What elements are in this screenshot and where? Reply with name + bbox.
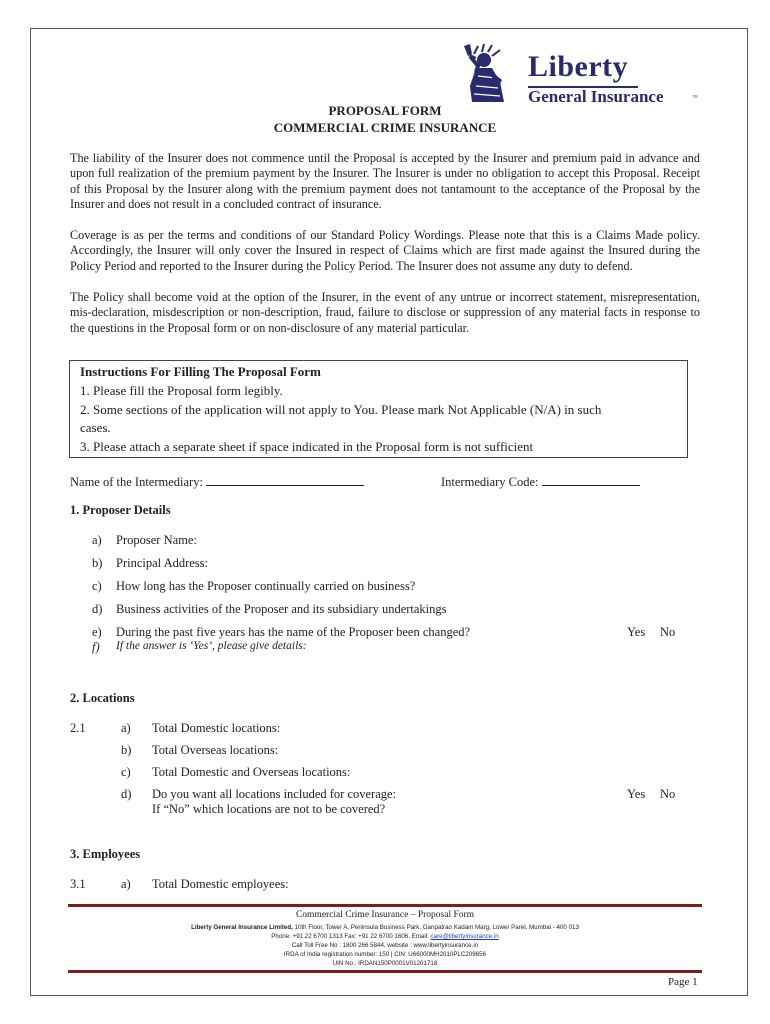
liberty-logo (456, 42, 706, 108)
footer-contact-line (68, 933, 702, 940)
list-item-marker: e) (92, 625, 102, 639)
form-title: PROPOSAL FORM (328, 103, 442, 118)
intermediary-name-field[interactable] (206, 473, 364, 486)
logo-trademark: ™ (692, 95, 698, 101)
principal-address-label: Principal Address: (116, 556, 209, 570)
footer-bottom-rule (68, 970, 702, 973)
footer-address: 10th Floor, Tower A, Peninsula Business Park, Ganpatrao Kadam Marg, Lower Parel, Mumbai - 400 013 (292, 924, 579, 931)
intermediary-code-label: Intermediary Code: (441, 475, 539, 489)
subsection-number: 3.1 (70, 877, 86, 891)
name-changed-yes-option[interactable]: Yes (627, 625, 646, 639)
instruction-2-cont: cases. (80, 420, 111, 435)
domestic-locations-label: Total Domestic locations: (152, 721, 281, 735)
name-changed-question: During the past five years has the name of the Proposer been changed? (116, 625, 471, 639)
footer-irda: IRDA of India registration number: 150 | CIN: U66000MH2010PLC209656 (283, 951, 487, 958)
intermediary-name-label: Name of the Intermediary: (70, 475, 203, 489)
instructions-box (69, 360, 688, 458)
section-2-heading: 2. Locations (70, 691, 135, 705)
all-locations-no-option[interactable]: No (660, 787, 676, 801)
list-item-marker: c) (92, 579, 102, 593)
section-1-heading: 1. Proposer Details (70, 503, 171, 517)
footer-address-line (68, 924, 702, 931)
excluded-locations-label: If “No” which locations are not to be covered? (152, 802, 386, 816)
total-locations-label: Total Domestic and Overseas locations: (152, 765, 351, 779)
intermediary-code-row (441, 473, 640, 490)
logo-word-general-insurance: General Insurance (528, 87, 664, 106)
proposer-name-label: Proposer Name: (116, 533, 197, 547)
intermediary-code-field[interactable] (542, 473, 640, 486)
list-item-marker: a) (121, 877, 131, 891)
list-item-marker: d) (121, 787, 132, 801)
intro-paragraph-liability: The liability of the Insurer does not commence until the Proposal is accepted by the Insurer and premium paid in advance and upon full realization of the premium payment by the Insurer. The Insurer is under no obligation to accept this Proposal. Receipt of this Proposal by the Insurer along with the premium payment does not tantamount to the acceptance of the Proposal by the Insurer and does not result in a concluded contract of insurance. (70, 151, 700, 212)
list-item-marker: f) (92, 640, 100, 654)
form-subtitle: COMMERCIAL CRIME INSURANCE (273, 120, 497, 135)
statue-of-liberty-icon (456, 42, 526, 108)
section-3-heading: 3. Employees (70, 847, 141, 861)
footer-top-rule (68, 904, 702, 907)
footer-company-name: Liberty General Insurance Limited, (191, 924, 293, 931)
instruction-1: 1. Please fill the Proposal form legibly. (80, 383, 283, 398)
business-activities-label: Business activities of the Proposer and its subsidiary undertakings (116, 602, 447, 616)
business-duration-label: How long has the Proposer continually carried on business? (116, 579, 416, 593)
name-change-details-label: If the answer is ‘Yes’, please give details: (116, 640, 307, 652)
name-changed-no-option[interactable]: No (660, 625, 676, 639)
footer-caption: Commercial Crime Insurance – Proposal Form (295, 910, 475, 920)
footer-tollfree: Call Toll Free No : 1800 266 5844, website : www.libertyinsurance.in (291, 942, 479, 949)
footer-email-link[interactable]: care@libertyinsurance.in (430, 933, 499, 940)
footer-uin: UIN No.: IRDAN150P0001V01201718 (332, 960, 438, 967)
footer-phone: Phone: +91 22 6700 1313 Fax: +91 22 6700 1606, Email: (271, 933, 431, 940)
list-item-marker: a) (121, 721, 131, 735)
instructions-heading: Instructions For Filling The Proposal Form (80, 364, 321, 379)
all-locations-yes-option[interactable]: Yes (627, 787, 646, 801)
list-item-marker: b) (92, 556, 103, 570)
intro-paragraph-void: The Policy shall become void at the option of the Insurer, in the event of any untrue or incorrect statement, misrepresentation, mis-declaration, misdescription or non-description, fraud, failure to disclose or suppression of any material facts in response to the questions in the Proposal form or on non-disclosure of any material particular. (70, 290, 700, 335)
intro-paragraph-coverage: Coverage is as per the terms and conditions of our Standard Policy Wordings. Please note that this is a Claims Made policy. Accordingly, the Insurer will only cover the Insured in respect of Claims which are first made against the Insured during the Policy Period and reported to the Insurer during the Policy Period. The Insurer does not assume any duty to defend. (70, 228, 700, 273)
list-item-marker: a) (92, 533, 102, 547)
list-item-marker: b) (121, 743, 132, 757)
page-number: Page 1 (668, 976, 698, 988)
all-locations-question: Do you want all locations included for coverage: (152, 787, 397, 801)
subsection-number: 2.1 (70, 721, 86, 735)
instruction-3: 3. Please attach a separate sheet if space indicated in the Proposal form is not sufficient (80, 439, 534, 454)
logo-word-liberty: Liberty (528, 50, 629, 83)
domestic-employees-label: Total Domestic employees: (152, 877, 289, 891)
overseas-locations-label: Total Overseas locations: (152, 743, 279, 757)
instruction-2: 2. Some sections of the application will not apply to You. Please mark Not Applicable (N/A) in such (80, 402, 602, 417)
list-item-marker: c) (121, 765, 131, 779)
intermediary-name-row (70, 473, 364, 490)
list-item-marker: d) (92, 602, 103, 616)
